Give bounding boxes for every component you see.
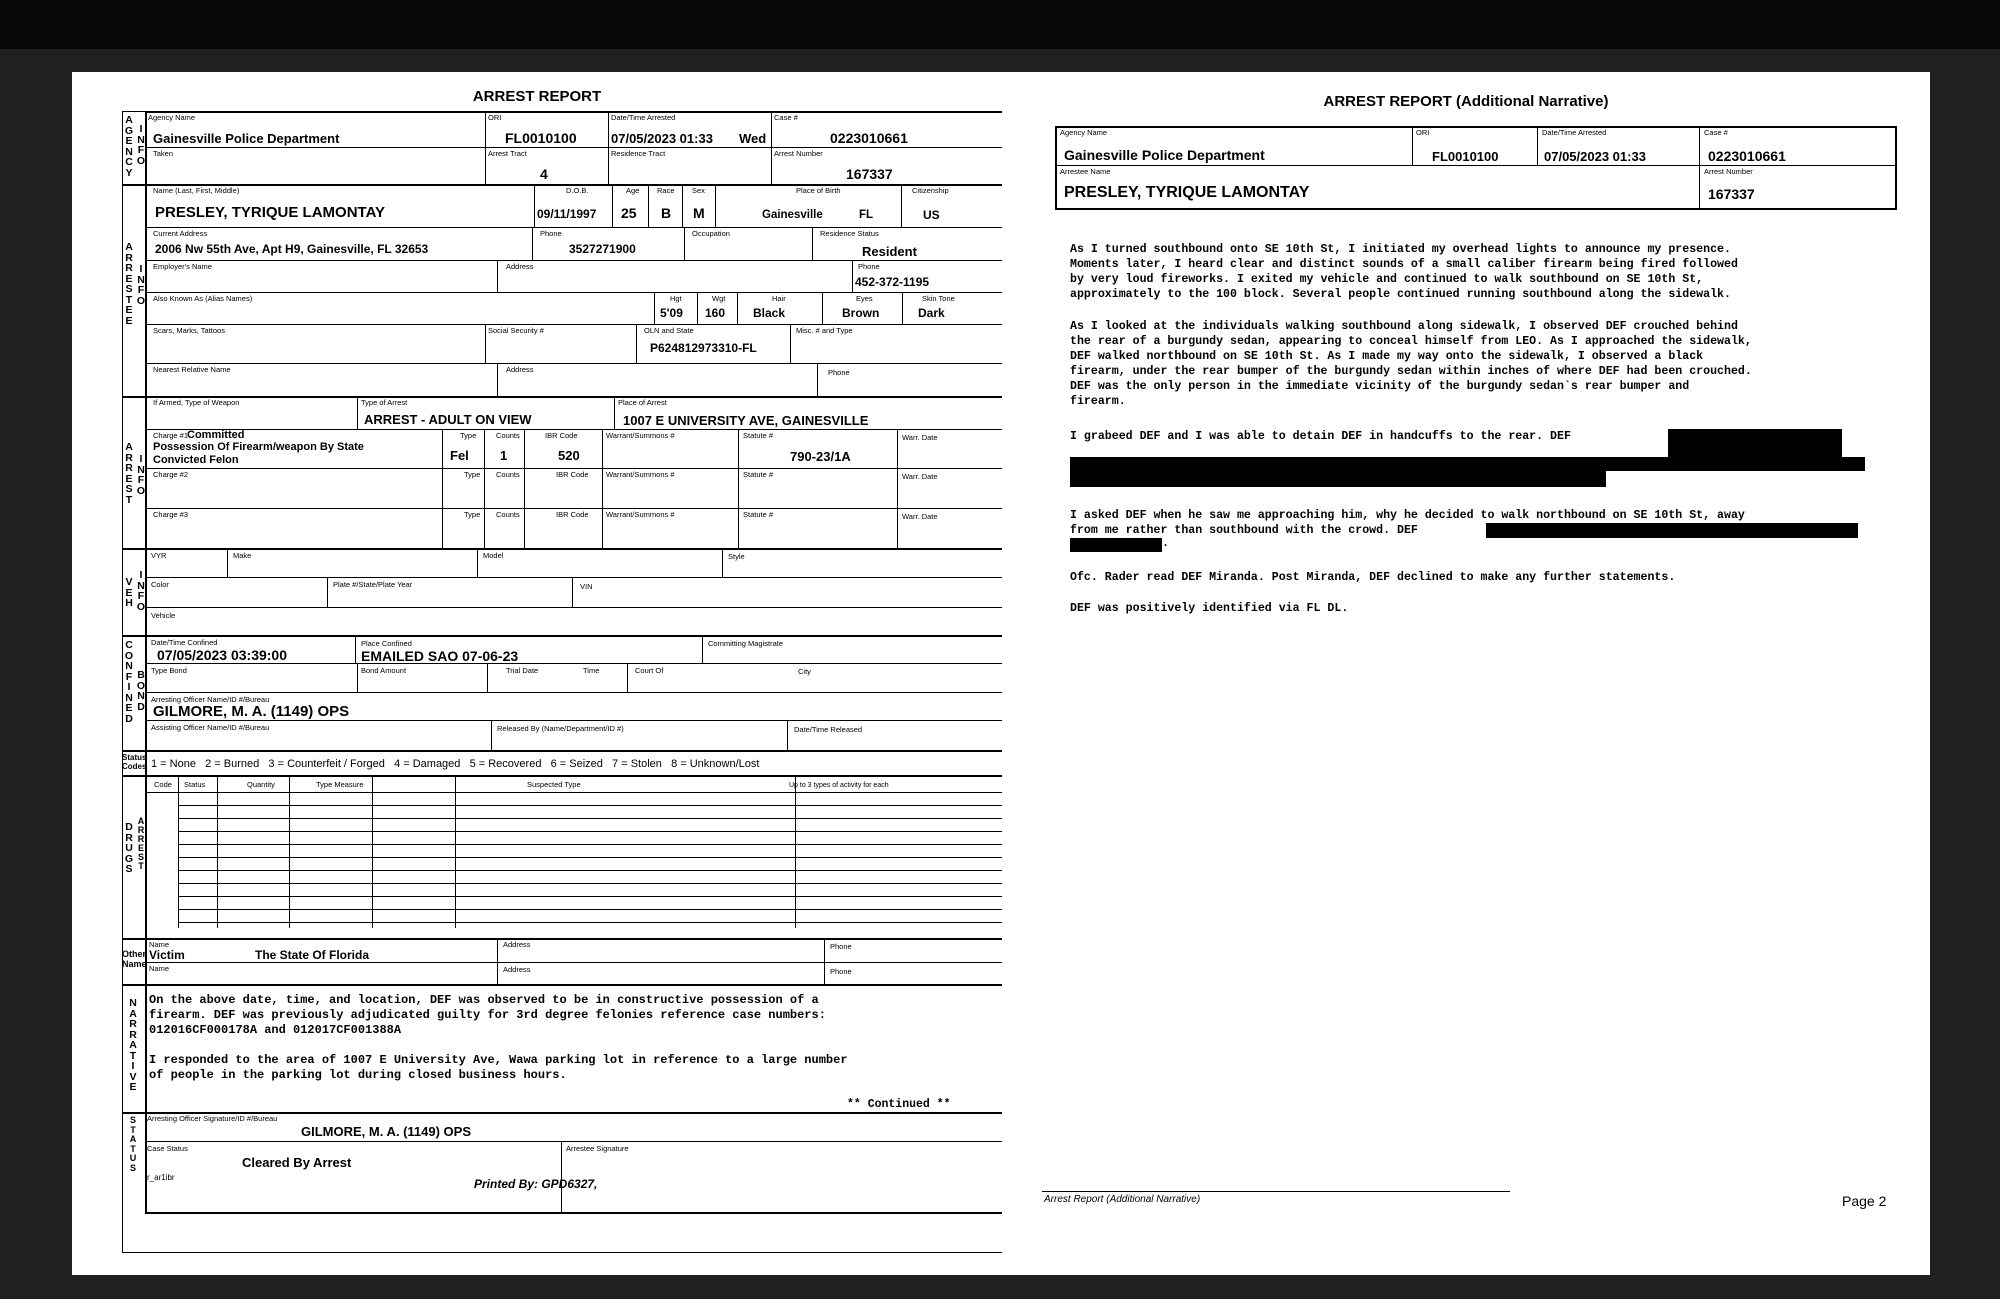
- redaction-box: [1070, 457, 1865, 471]
- style-label: Style: [728, 552, 745, 561]
- ibr-code-col: IBR Code: [556, 470, 589, 479]
- charge1-counts: 1: [500, 448, 508, 463]
- ori-label: ORI: [488, 113, 502, 122]
- charge1-ibr: 520: [558, 448, 580, 463]
- drug-activity-col: Up to 3 types of activity for each: [789, 782, 889, 789]
- dob-label: D.O.B.: [566, 186, 589, 195]
- case-status-label: Case Status: [147, 1144, 188, 1153]
- arrestee-signature-label: Arrestee Signature: [566, 1144, 629, 1153]
- age: 25: [621, 205, 637, 221]
- redaction-box: [1070, 471, 1606, 487]
- charge1-status: Committed: [187, 429, 245, 441]
- charge1-description-line2: Convicted Felon: [153, 454, 239, 466]
- redaction-box: [1486, 523, 1858, 538]
- employer-address-label: Address: [506, 262, 534, 271]
- case-label: Case #: [774, 113, 798, 122]
- p2-agency-name-label: Agency Name: [1060, 128, 1108, 137]
- drug-table-rule: [145, 792, 1039, 793]
- current-address-label: Current Address: [153, 229, 208, 238]
- drug-table-rule: [179, 883, 1039, 884]
- employer-phone-label: Phone: [858, 262, 880, 271]
- p2-arrest-number-label: Arrest Number: [1704, 167, 1753, 176]
- officer-signature: GILMORE, M. A. (1149) OPS: [301, 1124, 471, 1139]
- race-label: Race: [657, 186, 675, 195]
- hair-label: Hair: [772, 294, 786, 303]
- p2-ori-label: ORI: [1416, 128, 1430, 137]
- city-label: City: [798, 667, 811, 676]
- ori-value: FL0010100: [505, 130, 577, 146]
- side-label-arrestee: A R R E S T E E: [125, 241, 133, 327]
- warrant-col: Warrant/Summons #: [606, 510, 675, 519]
- arrest-number-label: Arrest Number: [774, 149, 823, 158]
- drug-table-rule: [179, 831, 1039, 832]
- place-of-arrest: 1007 E UNIVERSITY AVE, GAINESVILLE: [623, 413, 869, 428]
- make-label: Make: [233, 551, 252, 560]
- p2-arrest-number: 167337: [1708, 186, 1755, 202]
- narrative-paragraph-1: As I turned southbound onto SE 10th St, I initiated my overhead lights to announce my presence. Moments later, I heard clear and distinct sounds of a small caliber firearm being fired followed by very loud fireworks. I exited my vehicle and continued to walk southbound on SE 10th St, approximately to the 100 block. Several people continued running southbound along the sidewalk.: [1070, 243, 1738, 301]
- time-label: Time: [583, 666, 600, 675]
- side-label-arrest: A R R E S T: [125, 441, 133, 506]
- drug-suspected-col: Suspected Type: [527, 780, 581, 789]
- other-name-label: Name: [149, 940, 170, 949]
- relative-address-label: Address: [506, 365, 534, 374]
- oln: P624812973310-FL: [650, 341, 757, 355]
- bond-amount-label: Bond Amount: [361, 666, 407, 675]
- color-label: Color: [151, 580, 169, 589]
- warrant-col: Warrant/Summons #: [606, 431, 675, 440]
- statute-col: Statute #: [743, 510, 774, 519]
- drug-table-col-rule: [289, 775, 290, 928]
- residence-status: Resident: [862, 244, 917, 259]
- p2-datetime-label: Date/Time Arrested: [1542, 128, 1607, 137]
- warr-date-col: Warr. Date: [902, 433, 938, 442]
- ibr-code-col: IBR Code: [545, 431, 578, 440]
- oln-label: OLN and State: [644, 326, 694, 335]
- victim-name: The State Of Florida: [255, 948, 370, 962]
- place-confined-label: Place Confined: [361, 639, 412, 648]
- drug-table-rule: [179, 896, 1039, 897]
- agency-name: Gainesville Police Department: [153, 131, 340, 146]
- arresting-officer-label: Arresting Officer Name/ID #/Bureau: [151, 695, 270, 704]
- side-label-confined: C O N F I N E D: [124, 639, 134, 725]
- released-by-label: Released By (Name/Department/ID #): [497, 724, 624, 733]
- side-label-info: I N F O: [136, 453, 146, 497]
- committing-magistrate-label: Committing Magistrate: [708, 639, 784, 648]
- height-label: Hgt: [670, 294, 682, 303]
- current-address: 2006 Nw 55th Ave, Apt H9, Gainesville, FL 32653: [155, 242, 429, 256]
- sex-label: Sex: [692, 186, 705, 195]
- skin-tone: Dark: [918, 306, 945, 320]
- window-top-bar: [0, 0, 2000, 49]
- relative-phone-label: Phone: [828, 368, 850, 377]
- other-phone-label: Phone: [830, 942, 852, 951]
- weekday: Wed: [739, 131, 767, 146]
- skin-tone-label: Skin Tone: [922, 294, 955, 303]
- arrestee-name: PRESLEY, TYRIQUE LAMONTAY: [155, 204, 386, 221]
- citizenship-label: Citizenship: [912, 186, 949, 195]
- warr-date-col: Warr. Date: [902, 512, 938, 521]
- citizenship: US: [923, 208, 940, 222]
- page-number: Page 2: [1842, 1193, 1887, 1209]
- drug-table-rule: [179, 844, 1039, 845]
- arrest-number: 167337: [846, 166, 893, 182]
- p2-case-label: Case #: [1704, 128, 1728, 137]
- charge3-label: Charge #3: [153, 510, 189, 519]
- taken-label: Taken: [153, 149, 174, 158]
- type-of-arrest: ARREST - ADULT ON VIEW: [364, 412, 532, 427]
- vehicle-label: Vehicle: [151, 611, 176, 620]
- place-of-arrest-label: Place of Arrest: [618, 398, 667, 407]
- charge-type-col: Type: [464, 510, 481, 519]
- page-title: ARREST REPORT: [472, 88, 602, 105]
- vin-label: VIN: [580, 582, 593, 591]
- statute-col: Statute #: [743, 431, 774, 440]
- arresting-officer: GILMORE, M. A. (1149) OPS: [153, 703, 350, 720]
- drug-table-rule: [179, 818, 1039, 819]
- side-label-agency: A G E N C Y: [124, 114, 134, 179]
- page2-footer: Arrest Report (Additional Narrative): [1044, 1194, 1201, 1205]
- place-of-birth-label: Place of Birth: [796, 186, 841, 195]
- narrative-paragraph-5: Ofc. Rader read DEF Miranda. Post Miranda, DEF declined to make any further statements.: [1070, 571, 1676, 584]
- p2-arrestee-name: PRESLEY, TYRIQUE LAMONTAY: [1064, 184, 1310, 201]
- datetime-confined-label: Date/Time Confined: [151, 638, 218, 647]
- eyes: Brown: [842, 306, 880, 320]
- drug-table-col-rule: [455, 775, 456, 928]
- dob: 09/11/1997: [537, 207, 597, 221]
- datetime-confined: 07/05/2023 03:39:00: [157, 647, 287, 663]
- counts-col: Counts: [496, 470, 520, 479]
- redaction-box: [1070, 538, 1162, 552]
- side-label-vehicle: V E H: [125, 576, 133, 609]
- model-label: Model: [483, 551, 504, 560]
- charge-type-col: Type: [464, 470, 481, 479]
- relative-label: Nearest Relative Name: [153, 365, 231, 374]
- court-of-label: Court Of: [635, 666, 664, 675]
- eyes-label: Eyes: [856, 294, 873, 303]
- p2-datetime: 07/05/2023 01:33: [1544, 149, 1646, 164]
- redaction-box: [1668, 429, 1842, 457]
- status-codes-legend: 1 = None 2 = Burned 3 = Counterfeit / Forged 4 = Damaged 5 = Recovered 6 = Seized 7 = Stolen 8 = Unknown/Lost: [151, 758, 760, 770]
- other-phone2-label: Phone: [830, 967, 852, 976]
- place-of-birth-city: Gainesville: [762, 209, 823, 221]
- trial-date-label: Trial Date: [506, 666, 539, 675]
- drug-table-col-rule: [217, 775, 218, 928]
- ibr-code-col: IBR Code: [556, 510, 589, 519]
- drug-table-rule: [179, 805, 1039, 806]
- race: B: [661, 205, 672, 221]
- charge1-statute: 790-23/1A: [790, 449, 851, 464]
- charge1-description-line1: Possession Of Firearm/weapon By State: [153, 441, 364, 453]
- narrative-text: On the above date, time, and location, DEF was observed to be in constructive possession of a firearm. DEF was previously adjudicated guilty for 3rd degree felonies reference case numbers: 012016CF000178A and 012017CF001388A I responded to the area of 1007 E University Ave, Wawa parking lot in reference to a large number of people in the parking lot during closed business hours.: [149, 993, 848, 1082]
- printed-by: Printed By: GPD6327,: [474, 1177, 598, 1191]
- p2-arrestee-label: Arrestee Name: [1060, 167, 1111, 176]
- datetime-released-label: Date/Time Released: [794, 725, 863, 734]
- drug-table-rule: [179, 909, 1039, 910]
- arrest-tract: 4: [540, 166, 548, 182]
- arrest-report-page-1: [72, 72, 1002, 1275]
- charge1-label: Charge #1: [153, 431, 189, 440]
- residence-status-label: Residence Status: [820, 229, 879, 238]
- plate-label: Plate #/State/Plate Year: [333, 580, 413, 589]
- warr-date-col: Warr. Date: [902, 472, 938, 481]
- sex: M: [693, 205, 705, 221]
- form-code: r_ar1ibr: [147, 1173, 175, 1182]
- other-address-label: Address: [503, 940, 531, 949]
- drug-code-col: Code: [154, 780, 172, 789]
- side-label-info: I N F O: [136, 263, 146, 307]
- other-name2-label: Name: [149, 964, 170, 973]
- datetime-arrested: 07/05/2023 01:33: [611, 131, 713, 146]
- case-number: 0223010661: [830, 130, 908, 146]
- drug-table-rule: [179, 922, 1039, 923]
- assisting-officer-label: Assisting Officer Name/ID #/Bureau: [151, 723, 270, 732]
- charge-type-col: Type: [460, 431, 477, 440]
- type-of-arrest-label: Type of Arrest: [361, 398, 408, 407]
- arrest-report-page-2: [1002, 72, 1930, 1275]
- agency-name-label: Agency Name: [148, 113, 196, 122]
- drug-status-col: Status: [184, 780, 206, 789]
- continued-marker: ** Continued **: [847, 1098, 951, 1111]
- p2-case: 0223010661: [1708, 148, 1786, 164]
- age-label: Age: [626, 186, 640, 195]
- misc-label: Misc. # and Type: [796, 326, 853, 335]
- drug-measure-col: Type Measure: [316, 780, 364, 789]
- height: 5'09: [660, 306, 683, 320]
- side-label-info: I N F O: [136, 569, 146, 613]
- drug-table-rule: [179, 857, 1039, 858]
- name-label: Name (Last, First, Middle): [153, 186, 240, 195]
- narrative-paragraph-4: I asked DEF when he saw me approaching him, why he decided to walk northbound on SE 10th St, away from me rather than southbound with the crowd. DEF: [1070, 509, 1745, 537]
- side-label-bond: B O N D: [136, 669, 146, 713]
- page2-title: ARREST REPORT (Additional Narrative): [1323, 93, 1609, 110]
- narrative-paragraph-4-end: .: [1162, 537, 1169, 550]
- drug-quantity-col: Quantity: [247, 780, 275, 789]
- narrative-paragraph-6: DEF was positively identified via FL DL.: [1070, 602, 1349, 615]
- scars-label: Scars, Marks, Tattoos: [153, 326, 225, 335]
- narrative-paragraph-2: As I looked at the individuals walking southbound along sidewalk, I observed DEF crouched behind the rear of a burgundy sedan, appearing to conceal himself from LEO. As I approached the sidewalk, DEF walked northbound on SE 10th St. As I made my way onto the sidewalk, I observed a black firearm, under the rear bumper of the burgundy sedan within inches of where DEF had been crouched. DEF was the only person in the immediate vicinity of the burgundy sedan`s rear bumper and firearm.: [1070, 320, 1752, 408]
- officer-signature-label: Arresting Officer Signature/ID #/Bureau: [147, 1114, 278, 1123]
- narrative-paragraph-3: I grabeed DEF and I was able to detain DEF in handcuffs to the rear. DEF: [1070, 430, 1571, 443]
- drug-table-rule: [179, 870, 1039, 871]
- aka-label: Also Known As (Alias Names): [153, 294, 253, 303]
- phone-label: Phone: [540, 229, 562, 238]
- victim-label: Victim: [149, 948, 185, 962]
- counts-col: Counts: [496, 510, 520, 519]
- warrant-col: Warrant/Summons #: [606, 470, 675, 479]
- arrestee-phone: 3527271900: [569, 242, 636, 256]
- charge2-label: Charge #2: [153, 470, 189, 479]
- drug-table-col-rule: [795, 775, 796, 928]
- occupation-label: Occupation: [692, 229, 730, 238]
- counts-col: Counts: [496, 431, 520, 440]
- side-label-arrest: A R R E S T: [137, 816, 145, 871]
- side-label-info: I N F O: [136, 123, 146, 167]
- weight-label: Wgt: [712, 294, 726, 303]
- side-label-other-name: Other Name: [122, 949, 147, 969]
- residence-tract-label: Residence Tract: [611, 149, 666, 158]
- side-label-status-codes: Status Codes: [122, 753, 147, 771]
- other-address2-label: Address: [503, 965, 531, 974]
- type-bond-label: Type Bond: [151, 666, 187, 675]
- place-of-birth-state: FL: [859, 209, 874, 221]
- weight: 160: [705, 306, 726, 320]
- side-label-narrative: N A R R A T I V E: [129, 997, 137, 1093]
- employer-label: Employer's Name: [153, 262, 212, 271]
- ssn-label: Social Security #: [488, 326, 544, 335]
- statute-col: Statute #: [743, 470, 774, 479]
- arrest-tract-label: Arrest Tract: [488, 149, 527, 158]
- vyr-label: VYR: [151, 551, 167, 560]
- place-confined: EMAILED SAO 07-06-23: [361, 648, 519, 664]
- drug-table-col-rule: [372, 775, 373, 928]
- case-status: Cleared By Arrest: [242, 1155, 352, 1170]
- employer-phone: 452-372-1195: [855, 275, 930, 289]
- p2-agency-name: Gainesville Police Department: [1064, 147, 1265, 163]
- side-label-status: S T A T U S: [129, 1115, 137, 1173]
- weapon-label: If Armed, Type of Weapon: [153, 398, 240, 407]
- hair: Black: [753, 306, 786, 320]
- drug-table-col-rule: [178, 775, 179, 928]
- side-label-drugs: D R U G S: [124, 821, 134, 875]
- charge1-type: Fel: [450, 448, 469, 463]
- p2-ori: FL0010100: [1432, 149, 1499, 164]
- datetime-arrested-label: Date/Time Arrested: [611, 113, 676, 122]
